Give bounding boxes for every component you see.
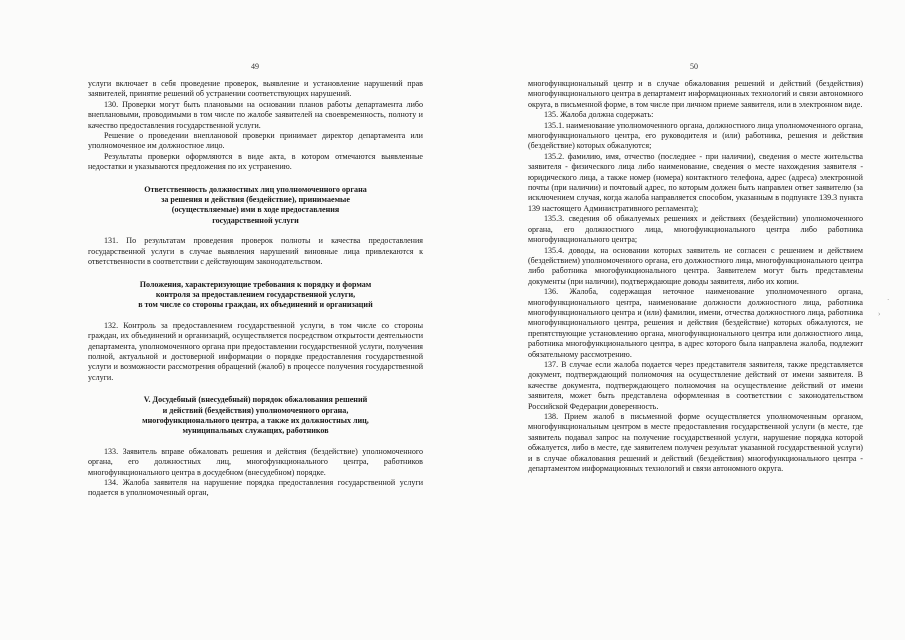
- section-heading-line: Ответственность должностных лиц уполномоченного органа: [144, 184, 367, 194]
- section-heading-line: многофункционального центра, а также их должностных лиц,: [142, 415, 369, 425]
- section-heading-line: и действий (бездействия) уполномоченного органа,: [162, 405, 349, 415]
- paragraph: 135.2. фамилию, имя, отчество (последнее - при наличии), сведения о месте жительства заявителя - физического лица либо наименование, сведения о месте нахождения заявителя - юридического лица, а также номер (номера) контактного телефона, адрес (адреса) электронной почты (при наличии) и почтовый адрес, по которым должен быть направлен ответ заявителю (за исключением случая, когда жалоба направляется способом, указанным в подпункте 139.3 пункта 139 настоящего Административного регламента);: [528, 151, 863, 213]
- section-heading-line: Положения, характеризующие требования к порядку и формам: [139, 279, 372, 289]
- section-heading-line: муниципальных служащих, работников: [182, 426, 329, 436]
- section-heading: [88, 395, 423, 437]
- paragraph: услуги включает в себя проведение проверок, выявление и установление нарушений прав заявителей, принятие решений об устранении соответствующих нарушений.: [88, 79, 423, 99]
- paragraph: 136. Жалоба, содержащая неточное наименование уполномоченного органа, многофункционального центра, наименование должности должностного лица, работника многофункционального центра и (или) фамилии, имени, отчества должностного лица, работника многофункционального центра, решения и действия (бездействие) которых обжалуются, не препятствующие установлению органа, многофункционального центра или должностного лица, работника многофункционального центра, в адрес которого была направлена жалоба, подлежит обязательному рассмотрению.: [528, 287, 863, 359]
- scan-artifact-mark: ›: [878, 310, 881, 318]
- left-page-number: 49: [251, 62, 259, 71]
- paragraph: 135.1. наименование уполномоченного органа, должностного лица уполномоченного органа, многофункционального центра, его руководителя и (или) работника, решения и действия (бездействие) которых обжалуются;: [528, 120, 863, 151]
- section-heading-line: государственной услуги: [212, 215, 299, 225]
- paragraph: 132. Контроль за предоставлением государственной услуги, в том числе со стороны граждан, их объединений и организаций, осуществляется посредством открытости деятельности департамента, уполномоченного органа при предоставлении государственной услуги, получения полной, актуальной и достоверной информации о порядке предоставления государственной услуги и возможности рассмотрения обращений (жалоб) в процессе получения государственной услуги.: [88, 320, 423, 382]
- paragraph: 135.4. доводы, на основании которых заявитель не согласен с решением и действием (бездействием) уполномоченного органа, его должностного лица, многофункционального центра либо работника многофункционального центра. Заявителем могут быть представлены документы (при наличии), подтверждающие доводы заявителя, либо их копии.: [528, 245, 863, 286]
- paragraph: 137. В случае если жалоба подается через представителя заявителя, также представляется документ, подтверждающий полномочия на осуществление действий от имени заявителя. В качестве документа, подтверждающего полномочия на осуществление действий от имени заявителя, может быть представлена оформленная в соответствии с законодательством Российской Федерации доверенность.: [528, 359, 863, 411]
- section-heading: [88, 280, 423, 311]
- paragraph: 135.3. сведения об обжалуемых решениях и действиях (бездействии) уполномоченного органа, его должностного лица, многофункционального центра либо работника многофункционального центра;: [528, 214, 863, 245]
- section-heading-line: контроля за предоставлением государственной услуги,: [155, 289, 356, 299]
- right-page-number: 50: [690, 62, 698, 71]
- section-heading-line: в том числе со стороны граждан, их объединений и организаций: [138, 300, 373, 310]
- paragraph: 133. Заявитель вправе обжаловать решения и действия (бездействие) уполномоченного органа, его должностных лиц, многофункционального центра, работников многофункционального центра в досудебном (внесудебном) порядке.: [88, 446, 423, 477]
- section-heading: [88, 185, 423, 227]
- paragraph: 130. Проверки могут быть плановыми на основании планов работы департамента либо внеплановыми, проводимыми в том числе по жалобе заявителей на своевременность, полноту и качество предоставления государственной услуги.: [88, 99, 423, 130]
- scan-artifact-mark: ·: [887, 296, 890, 304]
- paragraph: Результаты проверки оформляются в виде акта, в котором отмечаются выявленные недостатки и указываются предложения по их устранению.: [88, 151, 423, 172]
- paragraph: 138. Прием жалоб в письменной форме осуществляется уполномоченным органом, многофункциональным центром в месте предоставления государственной услуги (в месте, где заявитель подавал запрос на получение государственной услуги, нарушение порядка которой обжалуется, либо в месте, где заявителем получен результат указанной государственной услуги) и в случае обжалования решений и действий (бездействия) многофункционального центра - департаментом информационных технологий и связи автономного округа.: [528, 412, 863, 474]
- section-heading-line: за решения и действия (бездействие), принимаемые: [161, 195, 350, 205]
- paragraph: 131. По результатам проведения проверок полноты и качества предоставления государственной услуги в случае выявления нарушений виновные лица привлекаются к ответственности в соответствии с действующим законодательством.: [88, 236, 423, 267]
- paragraph: Решение о проведении внеплановой проверки принимает директор департамента или уполномоченное им должностное лицо.: [88, 131, 423, 151]
- paragraph: многофункциональный центр и в случае обжалования решений и действий (бездействия) многофункционального центра в департамент информационных технологий и связи автономного округа, в письменной форме, в том числе при личном приеме заявителя, или в электронном виде.: [528, 79, 863, 109]
- section-heading-line: (осуществляемые) ими в ходе предоставления: [171, 205, 340, 215]
- paragraph: 135. Жалоба должна содержать:: [544, 110, 654, 120]
- right-page-text: [528, 79, 863, 474]
- section-heading-line: V. Досудебный (внесудебный) порядок обжалования решений: [143, 395, 368, 405]
- left-page-text: [88, 79, 423, 499]
- paragraph: 134. Жалоба заявителя на нарушение порядка предоставления государственной услуги подается в уполномоченный орган,: [88, 478, 423, 498]
